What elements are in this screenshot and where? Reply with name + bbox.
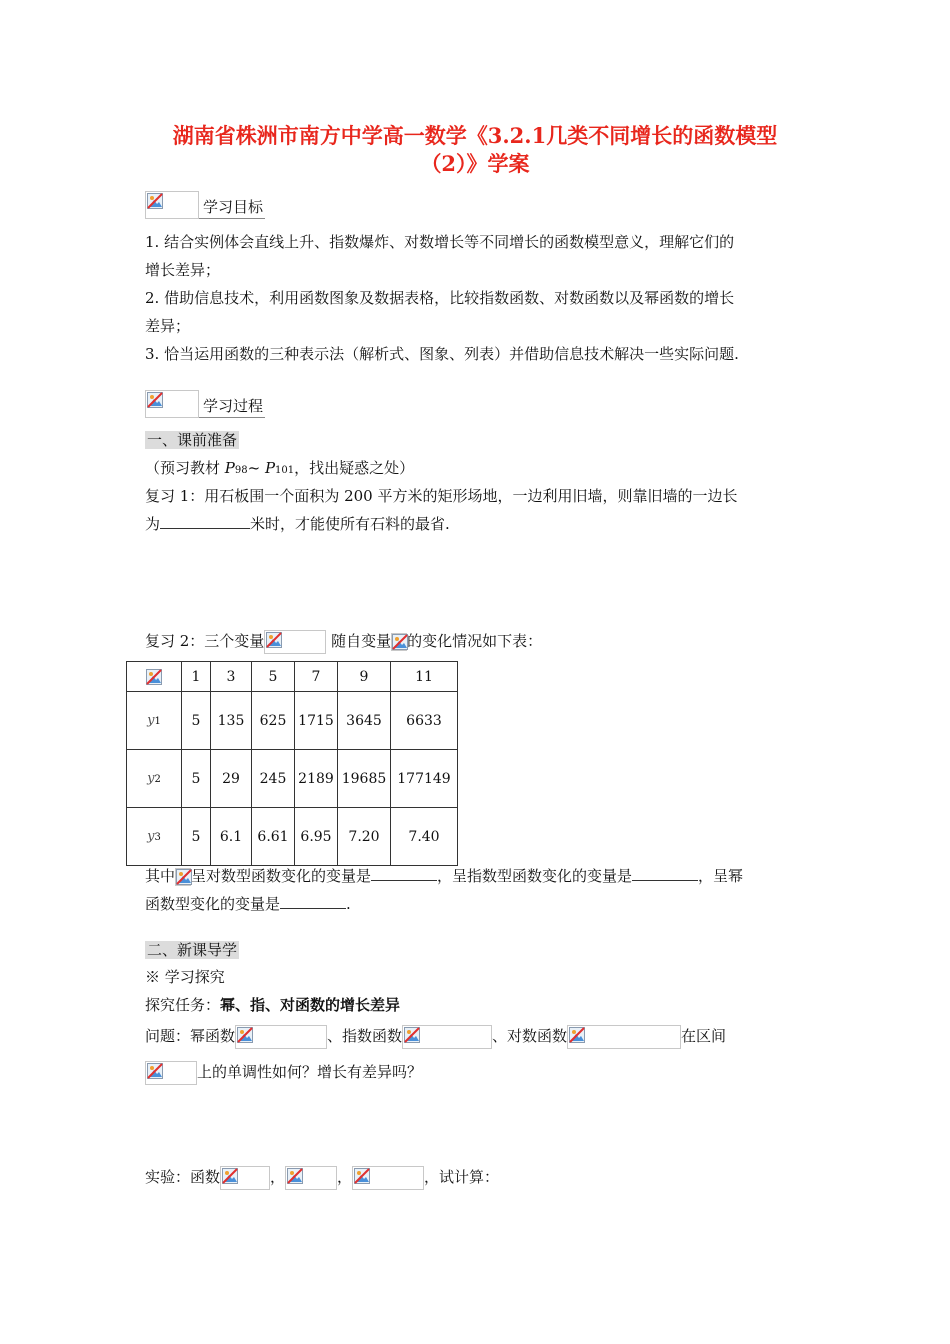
broken-image-icon — [352, 1166, 424, 1190]
goal-line: 差异； — [145, 317, 191, 335]
question-line-cont: 函数型变化的变量是 . — [145, 895, 351, 913]
broken-image-icon — [567, 1025, 681, 1049]
answer-blank[interactable] — [371, 880, 437, 881]
broken-image-icon — [285, 1166, 337, 1190]
question-line: 其中 呈对数型函数变化的变量是 ，呈指数型函数变化的变量是 ，呈幂 — [145, 867, 744, 885]
explore-label: ※ 学习探究 — [145, 968, 225, 986]
data-table — [126, 661, 458, 866]
process-header: 学习过程 — [145, 390, 265, 418]
preview-note: （预习教材 P98~ P101，找出疑惑之处） — [145, 459, 415, 477]
section-title: 一、课前准备 — [147, 431, 238, 449]
goal-line: 增长差异； — [145, 261, 221, 279]
broken-image-icon — [145, 191, 199, 219]
broken-image-icon — [391, 633, 407, 651]
goals-header: 学习目标 — [145, 191, 265, 219]
goal-line: 3. 恰当运用函数的三种表示法（解析式、图象、列表）并借助信息技术解决一些实际问题. — [145, 345, 739, 363]
goal-line: 2. 借助信息技术，利用函数图象及数据表格，比较指数函数、对数函数以及幂函数的增长 — [145, 289, 735, 307]
section-title: 二、新课导学 — [147, 941, 238, 959]
problem-line-cont: 上的单调性如何？增长有差异吗？ — [145, 1061, 422, 1085]
answer-blank[interactable] — [632, 880, 698, 881]
review-1-cont: 为 米时，才能使所有石料的最省. — [145, 515, 450, 533]
broken-image-icon — [175, 868, 191, 886]
broken-image-icon — [220, 1166, 270, 1190]
table-header-row: 1 3 5 7 9 11 — [127, 662, 458, 692]
table-row: y3 5 6.1 6.61 6.95 7.20 7.40 — [127, 808, 458, 866]
answer-blank[interactable] — [160, 528, 250, 529]
broken-image-icon — [264, 630, 326, 654]
task-line: 探究任务：幂、指、对函数的增长差异 — [145, 996, 401, 1014]
broken-image-icon — [402, 1025, 492, 1049]
document-title: 湖南省株洲市南方中学高一数学《3.2.1几类不同增长的函数模型 （2）》学案 — [172, 123, 778, 176]
broken-image-icon — [235, 1025, 327, 1049]
review-1: 复习 1：用石板围一个面积为 200 平方米的矩形场地，一边利用旧墙，则靠旧墙的一边长 — [145, 487, 738, 505]
problem-line: 问题：幂函数 、指数函数 、对数函数 在区间 — [145, 1025, 726, 1049]
broken-image-icon — [146, 669, 162, 685]
table-row: y2 5 29 245 2189 19685 177149 — [127, 750, 458, 808]
broken-image-icon — [145, 390, 199, 418]
goal-line: 1. 结合实例体会直线上升、指数爆炸、对数增长等不同增长的函数模型意义，理解它们的 — [145, 233, 735, 251]
answer-blank[interactable] — [280, 908, 346, 909]
experiment-line: 实验：函数 ， ， ，试计算： — [145, 1166, 499, 1190]
table-row: y1 5 135 625 1715 3645 6633 — [127, 692, 458, 750]
broken-image-icon — [145, 1061, 197, 1085]
review-2: 复习 2：三个变量 随自变量 的变化情况如下表： — [145, 630, 542, 654]
